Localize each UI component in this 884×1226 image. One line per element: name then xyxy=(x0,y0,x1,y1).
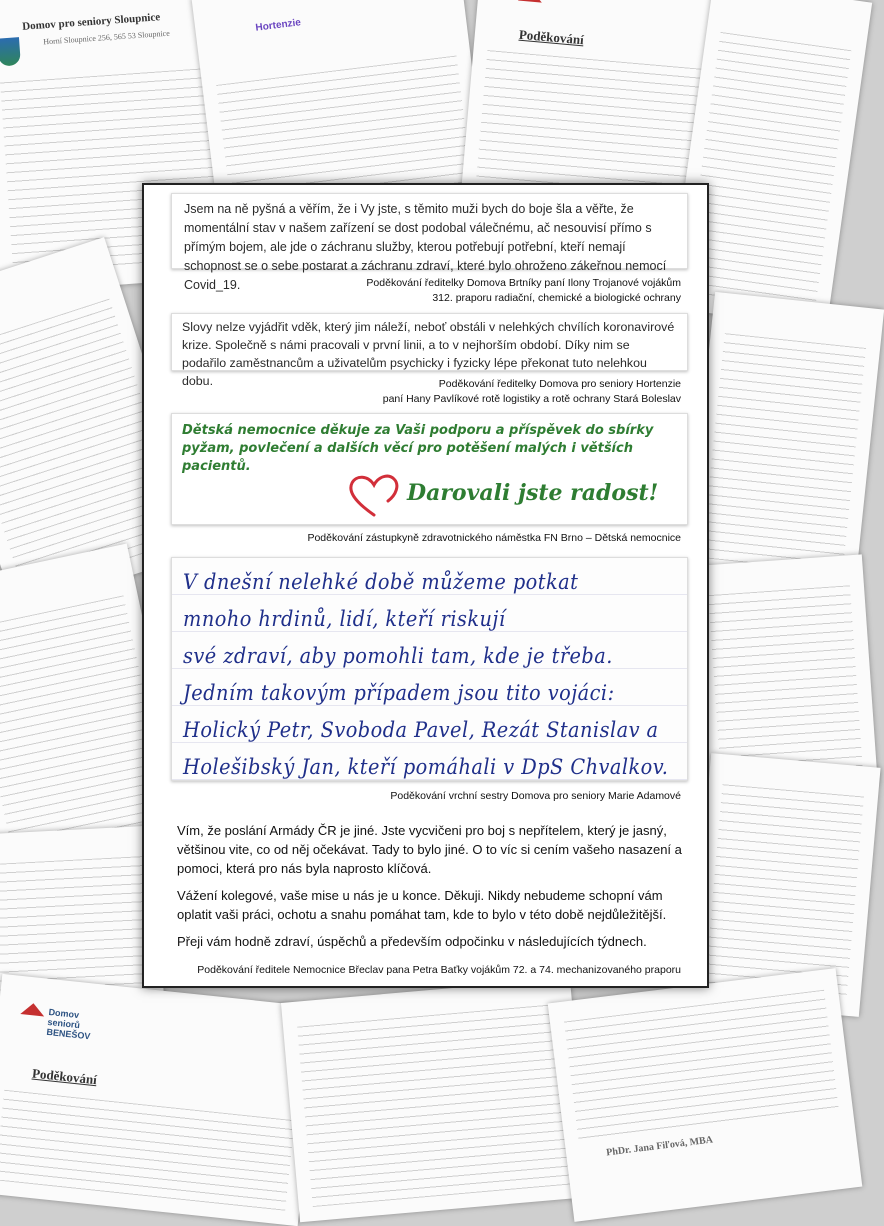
benesov-logo-icon xyxy=(518,0,543,3)
background-letter xyxy=(686,292,884,588)
handwritten-line: své zdraví, aby pomohli tam, kde je třeba. xyxy=(183,644,613,668)
benesov-logo-icon xyxy=(20,1002,45,1016)
thank-you-collage xyxy=(142,183,709,988)
quote-caption xyxy=(383,377,681,407)
sloupnice-logo xyxy=(0,37,21,66)
hortenzie-logo: Hortenzie xyxy=(254,17,302,34)
quote-caption xyxy=(390,789,681,804)
handwritten-line: V dnešní nelehké době můžeme potkat xyxy=(183,570,579,594)
handwritten-line: mnoho hrdinů, lidí, kteří riskují xyxy=(183,607,506,631)
caption-line: Poděkování ředitele Nemocnice Břeclav pana Petra Baťky vojákům 72. a 74. mechanizovaného praporu xyxy=(197,964,681,976)
handwritten-line: Holešibský Jan, kteří pomáhali v DpS Chvalkov. xyxy=(183,755,669,779)
quote-text: Jsem na ně pyšná a věřím, že i Vy jste, s těmito muži bych do boje šla a věřte, že momentální stav v našem zařízení se dost podobal válečnému, ač nesouvisí přímo s přímým bojem, ale jde o záchranu služby, kterou potřebují potřební, kteří nemají schopnost se o sebe postarat a záchranu zdraví, které bylo ohroženo zákeřnou nemocí Covid_19. xyxy=(184,202,667,292)
quote-box xyxy=(171,817,688,961)
background-letter xyxy=(548,968,863,1222)
background-letter xyxy=(281,978,589,1222)
handwritten-note xyxy=(171,557,688,781)
slogan-text: Darovali jste radost! xyxy=(407,480,659,506)
caption-line: Poděkování zástupkyně zdravotnického náměstka FN Brno – Dětská nemocnice xyxy=(307,532,681,544)
quote-paragraph: Přeji vám hodně zdraví, úspěchů a především odpočinku v následujících týdnech. xyxy=(177,934,647,949)
quote-caption xyxy=(366,276,681,306)
background-letter-title: Poděkování xyxy=(518,26,585,48)
caption-line: Poděkování vrchní sestry Domova pro seniory Marie Adamové xyxy=(390,790,681,802)
handwritten-line: Jedním takovým případem jsou tito vojáci: xyxy=(183,681,615,705)
quote-paragraph: Vím, že poslání Armády ČR je jiné. Jste vycvičeni pro boj s nepřítelem, který je jasný, většinou vite, co od něj očekávat. Tady to bylo jiné. O to víc si cením vašeho nasazení a pomoci, která pro nás byla naprosto klíčová. xyxy=(177,823,682,876)
benesov-logo: Domov seniorů BENEŠOV xyxy=(46,1006,91,1042)
caption-line: Poděkování ředitelky Domova pro seniory Hortenzie xyxy=(438,378,681,390)
handwritten-text xyxy=(172,558,669,792)
caption-line: 312. praporu radiační, chemické a biologické ochrany xyxy=(432,292,681,304)
heart-icon xyxy=(344,471,404,521)
caption-line: paní Hany Pavlíkové rotě logistiky a rotě ochrany Stará Boleslav xyxy=(382,393,681,405)
quote-text: Slovy nelze vyjádřit vděk, který jim náleží, neboť obstáli v nelehkých chvílích koronavirové krize. Společně s námi pracovali v první linii, a to v nejhorším období. Díky nim se podařilo zaměstnancům a uživatelům psychicky i fyzicky lépe překonat tuto nelehkou dobu. xyxy=(182,320,675,388)
background-letter-address: Horní Sloupnice 256, 565 53 Sloupnice xyxy=(43,28,171,47)
quote-caption xyxy=(307,531,681,546)
quote-box xyxy=(171,413,688,525)
handwritten-line: Holický Petr, Svoboda Pavel, Rezát Stanislav a xyxy=(183,718,659,742)
quote-caption xyxy=(197,963,681,978)
background-letter-signature: PhDr. Jana Fiľová, MBA xyxy=(605,1134,714,1159)
caption-line: Poděkování ředitelky Domova Brtníky paní Ilony Trojanové vojákům xyxy=(366,277,681,289)
quote-paragraph: Vážení kolegové, vaše mise u nás je u konce. Děkuji. Nikdy nebudeme schopní vám oplatit vaši práci, ochotu a snahu pomáhat tam, kde to bylo v této době nejdůležitější. xyxy=(177,888,667,922)
background-letter-header: Domov pro seniory Sloupnice xyxy=(21,11,161,33)
quote-text: Dětská nemocnice děkuje za Vaši podporu a příspěvek do sbírky pyžam, povlečení a dalších věcí pro potěšení malých i větších pacientů. xyxy=(182,423,654,474)
background-letter xyxy=(0,974,321,1226)
background-letter-title: Poděkování xyxy=(31,1065,98,1088)
